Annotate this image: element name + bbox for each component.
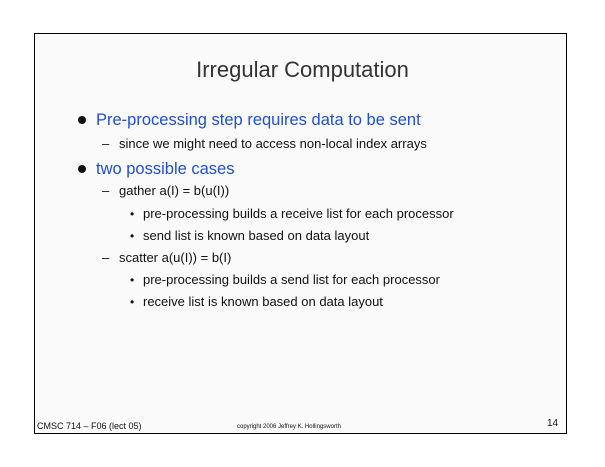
bullet-1-text: Pre-processing step requires data to be sent: [96, 111, 421, 129]
page-number: 14: [547, 418, 559, 429]
bullet-2-sub-2-item-2: [130, 294, 383, 310]
bullet-2-sub-1-item-2: [130, 228, 370, 244]
bullet-2-sub-1-item-2-text: send list is known based on data layout: [143, 228, 370, 243]
bullet-2-sub-1: [102, 183, 230, 199]
bullet-2-sub-2-text: scatter a(u(I)) = b(I): [119, 250, 232, 265]
footer-copyright: copyright 2006 Jeffrey K. Hollingsworth: [237, 424, 341, 430]
bullet-2-sub-2-item-1: [130, 272, 440, 288]
bullet-2-sub-1-item-1: [130, 206, 454, 222]
bullet-dot-icon: [78, 165, 86, 173]
footer-course: CMSC 714 – F06 (lect 05): [37, 421, 142, 431]
bullet-2-sub-1-item-1-text: pre-processing builds a receive list for each processor: [143, 206, 454, 221]
bullet-1: [96, 110, 421, 130]
bullet-dot-icon: [78, 116, 86, 124]
dot-icon: •: [130, 273, 135, 287]
bullet-2-sub-2-item-1-text: pre-processing builds a send list for each processor: [143, 272, 440, 287]
bullet-2-sub-2: [102, 250, 232, 266]
bullet-2-text: two possible cases: [96, 160, 235, 178]
dash-icon: –: [102, 136, 110, 151]
bullet-2-sub-1-text: gather a(I) = b(u(I)): [119, 183, 230, 198]
dot-icon: •: [130, 207, 135, 221]
dash-icon: –: [102, 183, 110, 198]
slide-title: Irregular Computation: [196, 57, 409, 82]
dot-icon: •: [130, 295, 135, 309]
dash-icon: –: [102, 250, 110, 265]
bullet-2-sub-2-item-2-text: receive list is known based on data layout: [143, 294, 383, 309]
bullet-2: [96, 159, 235, 179]
dot-icon: •: [130, 229, 135, 243]
bullet-1-sub-1: [102, 136, 427, 152]
bullet-1-sub-1-text: since we might need to access non-local index arrays: [119, 136, 427, 151]
